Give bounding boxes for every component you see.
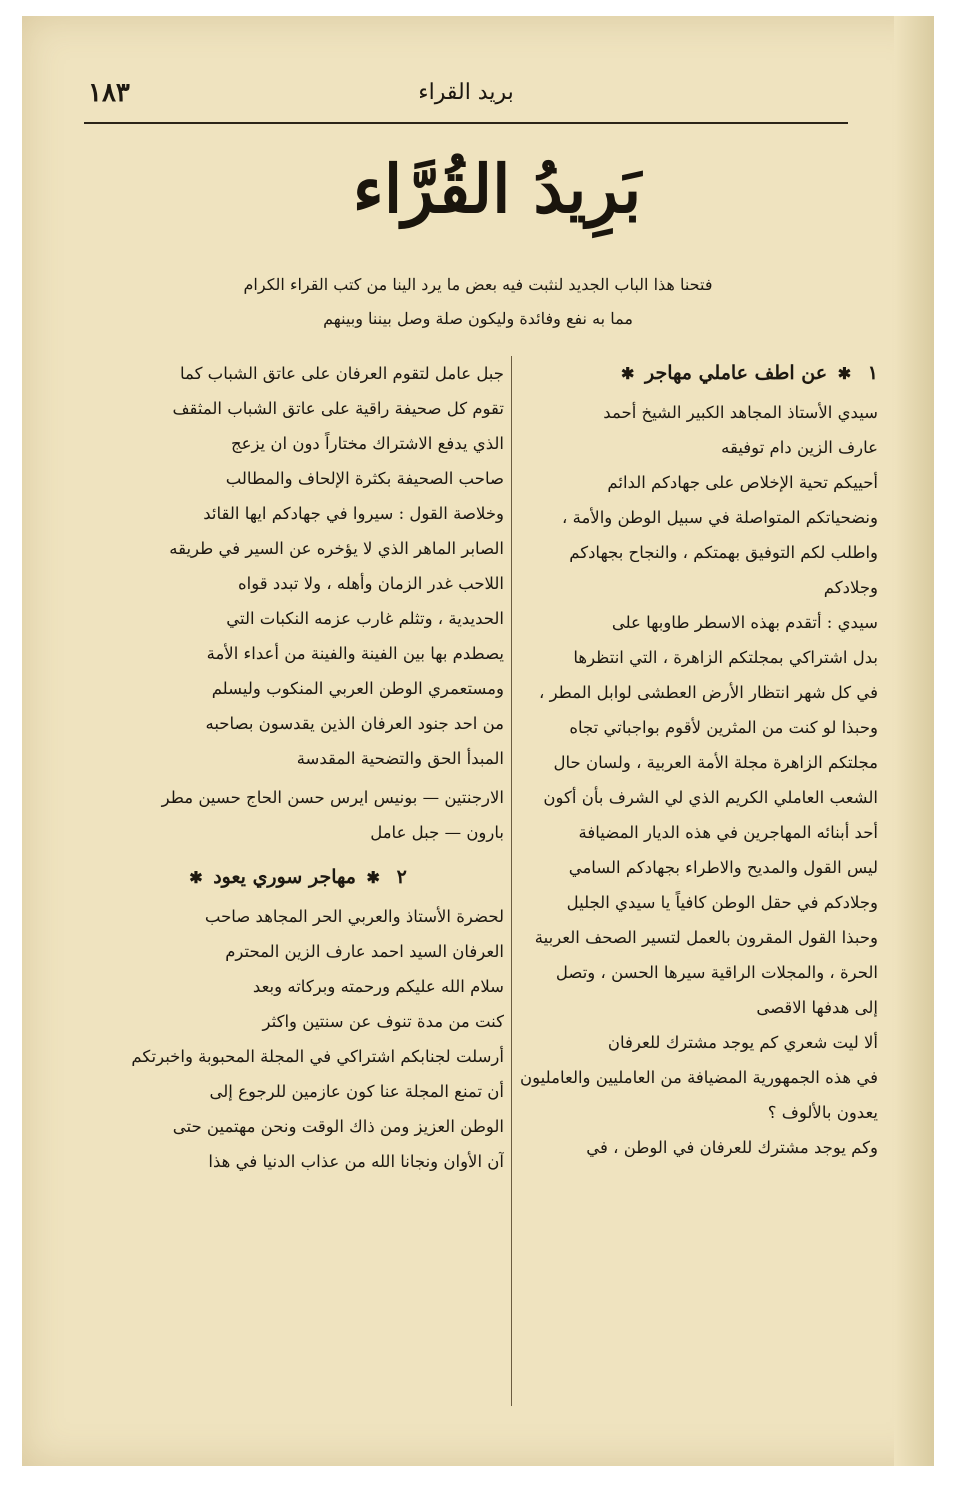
letter-number: ١: [867, 362, 878, 384]
text-line: سلام الله عليكم ورحمته وبركاته وبعد: [252, 977, 504, 996]
text-line: ومستعمري الوطن العربي المنكوب وليسلم: [211, 679, 504, 698]
text-line: كنت من مدة تنوف عن سنتين واكثر: [262, 1012, 504, 1031]
intro-paragraph: [202, 268, 754, 336]
text-line: صاحب الصحيفة بكثرة الإلحاف والمطالب: [225, 469, 504, 488]
text-line: الحرة ، والمجلات الراقية سيرها الحسن ، وتصل: [555, 963, 878, 982]
text-line: أن تمنع المجلة عنا كون عازمين للرجوع إلى: [209, 1082, 504, 1101]
text-line: ليس القول والمديح والاطراء بجهادكم السامي: [568, 858, 878, 877]
page-number: ١٨٣: [88, 78, 130, 108]
text-line: واطلب لكم التوفيق بهمتكم ، والنجاح بجهادكم: [569, 543, 878, 562]
text-line: في كل شهر انتظار الأرض العطشى لوابل المطر ،: [539, 683, 878, 702]
letter-title: عن اطف عاملي مهاجر: [645, 362, 828, 384]
letter-1-signature: [88, 780, 504, 850]
text-line: إلى هدفها الاقصى: [756, 998, 878, 1017]
text-line: جبل عامل لتقوم العرفان على عاتق الشباب كما: [180, 364, 504, 383]
page-header: [84, 74, 848, 124]
text-line: وحبذا لو كنت من المثرين لأقوم بواجباتي تجاه: [569, 718, 878, 737]
star-ornament-icon: ✱: [366, 868, 380, 887]
letter-title: مهاجر سوري يعود: [213, 866, 356, 888]
text-line: العرفان السيد احمد عارف الزين المحترم: [225, 942, 504, 961]
text-line: الوطن العزيز ومن ذاك الوقت ونحن مهتمين حتى: [172, 1117, 504, 1136]
text-line: من احد جنود العرفان الذين يقدسون بصاحبه: [205, 714, 504, 733]
text-line: وكم يوجد مشترك للعرفان في الوطن ، في: [586, 1138, 878, 1157]
star-ornament-icon: ✱: [189, 868, 203, 887]
letter-2-heading: [88, 860, 504, 895]
text-line: مجلتكم الزاهرة مجلة الأمة العربية ، ولسان حال: [553, 753, 878, 772]
text-line: وجلادكم في حقل الوطن كافياً يا سيدي الجليل: [566, 893, 878, 912]
text-line: وحبذا القول المقرون بالعمل لتسير الصحف العربية: [534, 928, 878, 947]
page-fold-shadow: [894, 16, 934, 1466]
text-line: الصابر الماهر الذي لا يؤخره عن السير في طريقه: [169, 539, 504, 558]
text-line: يصطدم بها بين الفينة والفينة من أعداء الأمة: [206, 644, 504, 663]
text-line: تقوم كل صحيفة راقية على عاتق الشباب المثقف: [172, 399, 504, 418]
column-divider: [511, 356, 512, 1406]
section-title: بَرِيدُ القُرَّاء: [352, 150, 642, 228]
text-line: سيدي : أتقدم بهذه الاسطر طاوبها على: [611, 613, 878, 632]
letter-1-heading: [518, 356, 878, 391]
text-line: أحد أبنائه المهاجرين في هذه الديار المضيافة: [578, 823, 878, 842]
right-column: [518, 356, 878, 1406]
intro-line: فتحنا هذا الباب الجديد لنثبت فيه بعض ما يرد الينا من كتب القراء الكرام: [243, 275, 713, 294]
text-line: أرسلت لجنابكم اشتراكي في المجلة المحبوبة واخبرتكم: [131, 1047, 504, 1066]
star-ornament-icon: ✱: [837, 364, 852, 383]
text-line: عارف الزين دام توفيقه: [721, 438, 878, 457]
text-line: سيدي الأستاذ المجاهد الكبير الشيخ أحمد: [603, 403, 878, 422]
letter-number: ٢: [396, 866, 407, 888]
text-line: وخلاصة القول : سيروا في جهادكم ايها القائد: [203, 504, 504, 523]
letter-1-continued-body: [88, 356, 504, 776]
text-line: الشعب العاملي الكريم الذي لي الشرف بأن أكون: [543, 788, 878, 807]
letter-2-body: [88, 899, 504, 1179]
letter-1-body: [518, 395, 878, 1165]
intro-line: مما به نفع وفائدة وليكون صلة وصل بيننا وبينهم: [323, 309, 633, 328]
text-line: آن الأوان ونجانا الله من عذاب الدنيا في هذا: [208, 1152, 504, 1171]
text-line: لحضرة الأستاذ والعربي الحر المجاهد صاحب: [204, 907, 504, 926]
text-line: ونضحياتكم المتواصلة في سبيل الوطن والأمة ،: [562, 508, 878, 527]
text-line: أحييكم تحية الإخلاص على جهادكم الدائم: [607, 473, 878, 492]
running-head: بريد القراء: [418, 80, 514, 105]
text-line: بدل اشتراكي بمجلتكم الزاهرة ، التي انتظرها: [573, 648, 878, 667]
text-line: اللاحب غدر الزمان وأهله ، ولا تبدد قواه: [237, 574, 504, 593]
text-line: الذي يدفع الاشتراك مختاراً دون ان يزعج: [230, 434, 504, 453]
text-line: يعدون بالألوف ؟: [767, 1103, 878, 1122]
text-line: الحديدية ، وتثلم غارب عزمه النكبات التي: [226, 609, 504, 628]
text-line: ألا ليت شعري كم يوجد مشترك للعرفان: [607, 1033, 878, 1052]
text-line: وجلادكم: [823, 578, 878, 597]
book-page: [22, 16, 934, 1466]
signature-line: الارجنتين — بونيس ايرس حسن الحاج حسين مطر: [161, 788, 504, 807]
signature-line: بارون — جبل عامل: [370, 823, 504, 842]
left-column: [88, 356, 504, 1406]
text-line: المبدأ الحق والتضحية المقدسة: [296, 749, 504, 768]
text-line: في هذه الجمهورية المضيافة من العامليين والعامليون: [520, 1068, 878, 1087]
star-ornament-icon: ✱: [620, 364, 635, 383]
